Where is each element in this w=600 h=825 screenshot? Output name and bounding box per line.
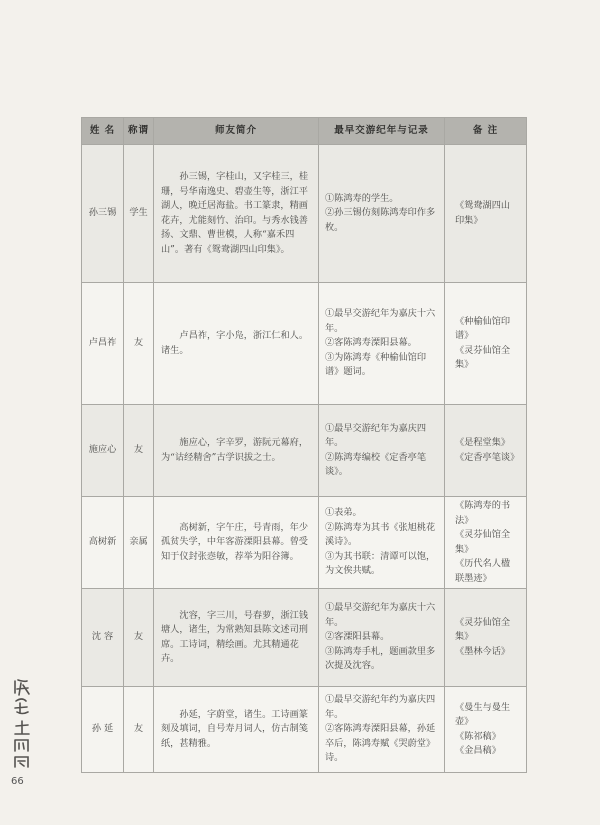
header-profile: 师友简介	[154, 118, 319, 145]
table-row	[82, 497, 527, 589]
cell-relation: 亲属	[124, 497, 154, 589]
record-line: ①表弟。	[325, 507, 362, 519]
note-line: 《是程堂集》	[455, 437, 511, 448]
record-line: ②客陈鸿寿溧阳县幕，孙延卒后，陈鸿寿赋《哭蔚堂》诗。	[325, 723, 436, 764]
record-line: ③为其书联：清谭可以饱，为文俟共赋。	[325, 550, 436, 577]
header-relation: 称谓	[124, 118, 154, 145]
cell-note	[445, 145, 527, 283]
cell-note	[445, 283, 527, 405]
table-row	[82, 687, 527, 773]
record-line: ①最早交游纪年为嘉庆十六年。	[325, 602, 436, 628]
cell-profile: 卢昌祚，字小凫，浙江仁和人。诸生。	[154, 283, 319, 405]
record-line: ①陈鸿寿的学生。	[325, 192, 399, 204]
cell-relation: 友	[124, 405, 154, 497]
cell-relation: 友	[124, 589, 154, 687]
note-line: 《种榆仙馆印谱》	[455, 315, 511, 341]
record-line: ③为陈鸿寿《种榆仙馆印谱》题词。	[325, 351, 427, 378]
note-line: 《墨林今话》	[455, 645, 511, 657]
record-line: ①最早交游纪年为嘉庆四年。	[325, 422, 427, 448]
table-row	[82, 283, 527, 405]
cell-relation: 友	[124, 283, 154, 405]
header-note: 备 注	[445, 118, 527, 145]
cell-profile: 沈容，字三川，号春萝，浙江钱塘人，诸生，为常熟知县陈文述司刑席。工诗词，精绘画。尤其精通花卉。	[154, 589, 319, 687]
cell-record	[319, 687, 445, 773]
table-row	[82, 405, 527, 497]
page-number: 66	[11, 776, 24, 787]
note-line: 《灵芬仙馆全集》	[455, 616, 511, 643]
record-line: ②孙三锡仿刻陈鸿寿印作多枚。	[325, 207, 436, 233]
cell-name: 孙三锡	[82, 145, 124, 283]
cell-profile: 高树新，字午庄，号青雨，年少孤贫失学，中年客游溧阳县幕。曾受知于仪封张悫敏，荐举为阳谷簿。	[154, 497, 319, 589]
cell-record	[319, 145, 445, 283]
record-line: ③陈鸿寿手札，题画款里多次提及沈容。	[325, 645, 436, 672]
note-line: 《灵芬仙馆全集》	[455, 344, 511, 370]
cell-record	[319, 497, 445, 589]
record-line: ②客溧阳县幕。	[325, 631, 390, 643]
table-header-row	[82, 118, 527, 145]
note-line: 《历代名人楹联墨迹》	[455, 558, 511, 584]
cell-relation: 学生	[124, 145, 154, 283]
record-line: ①最早交游纪年约为嘉庆四年。	[325, 694, 436, 720]
friends-table	[81, 117, 527, 773]
cell-profile: 孙延，字蔚堂，诸生。工诗画篆刻及填词，自号寿月词人，仿古制笺纸，甚精雅。	[154, 687, 319, 773]
note-line: 《陈鸿寿的书法》	[455, 500, 511, 526]
record-line: ②陈鸿寿编校《定香亭笔谈》。	[325, 451, 427, 477]
note-line: 《鸳鸯湖四山印集》	[455, 200, 511, 226]
note-line: 《曼生与曼生壶》	[455, 701, 511, 727]
calligraphy-signature	[11, 677, 33, 769]
cell-record	[319, 405, 445, 497]
table-row	[82, 145, 527, 283]
cell-note	[445, 405, 527, 497]
header-name: 姓 名	[82, 118, 124, 145]
note-line: 《定香亭笔谈》	[455, 451, 520, 463]
cell-note	[445, 497, 527, 589]
cell-name: 施应心	[82, 405, 124, 497]
cell-record	[319, 589, 445, 687]
header-record: 最早交游纪年与记录	[319, 118, 445, 145]
friends-table-container	[81, 117, 526, 773]
table-row	[82, 589, 527, 687]
record-line: ②客陈鸿寿溧阳县幕。	[325, 337, 417, 349]
note-line: 《陈祁稿》	[455, 730, 501, 742]
cell-relation: 友	[124, 687, 154, 773]
cell-name: 卢昌祚	[82, 283, 124, 405]
cell-record	[319, 283, 445, 405]
record-line: ①最早交游纪年为嘉庆十六年。	[325, 308, 436, 334]
note-line: 《灵芬仙馆全集》	[455, 529, 511, 555]
cell-profile: 孙三锡，字桂山，又字桂三，桂珊，号华南逸史、碧壶生等，浙江平湖人，晚迁居海盐。书工篆隶，精画花卉，尤能刻竹、治印。与秀水钱善扬、文鼎、曹世模，人称“嘉禾四山”。著有《鸳鸯湖四山印集》。	[154, 145, 319, 283]
cell-profile: 施应心，字辛罗，游阮元幕府，为“诂经精舍”古学识拔之士。	[154, 405, 319, 497]
cell-note	[445, 589, 527, 687]
cell-name: 高树新	[82, 497, 124, 589]
cell-name: 孙 延	[82, 687, 124, 773]
cell-note	[445, 687, 527, 773]
cell-name: 沈 容	[82, 589, 124, 687]
record-line: ②陈鸿寿为其书《张旭桃花溪诗》。	[325, 521, 436, 548]
note-line: 《金昌稿》	[455, 745, 501, 756]
